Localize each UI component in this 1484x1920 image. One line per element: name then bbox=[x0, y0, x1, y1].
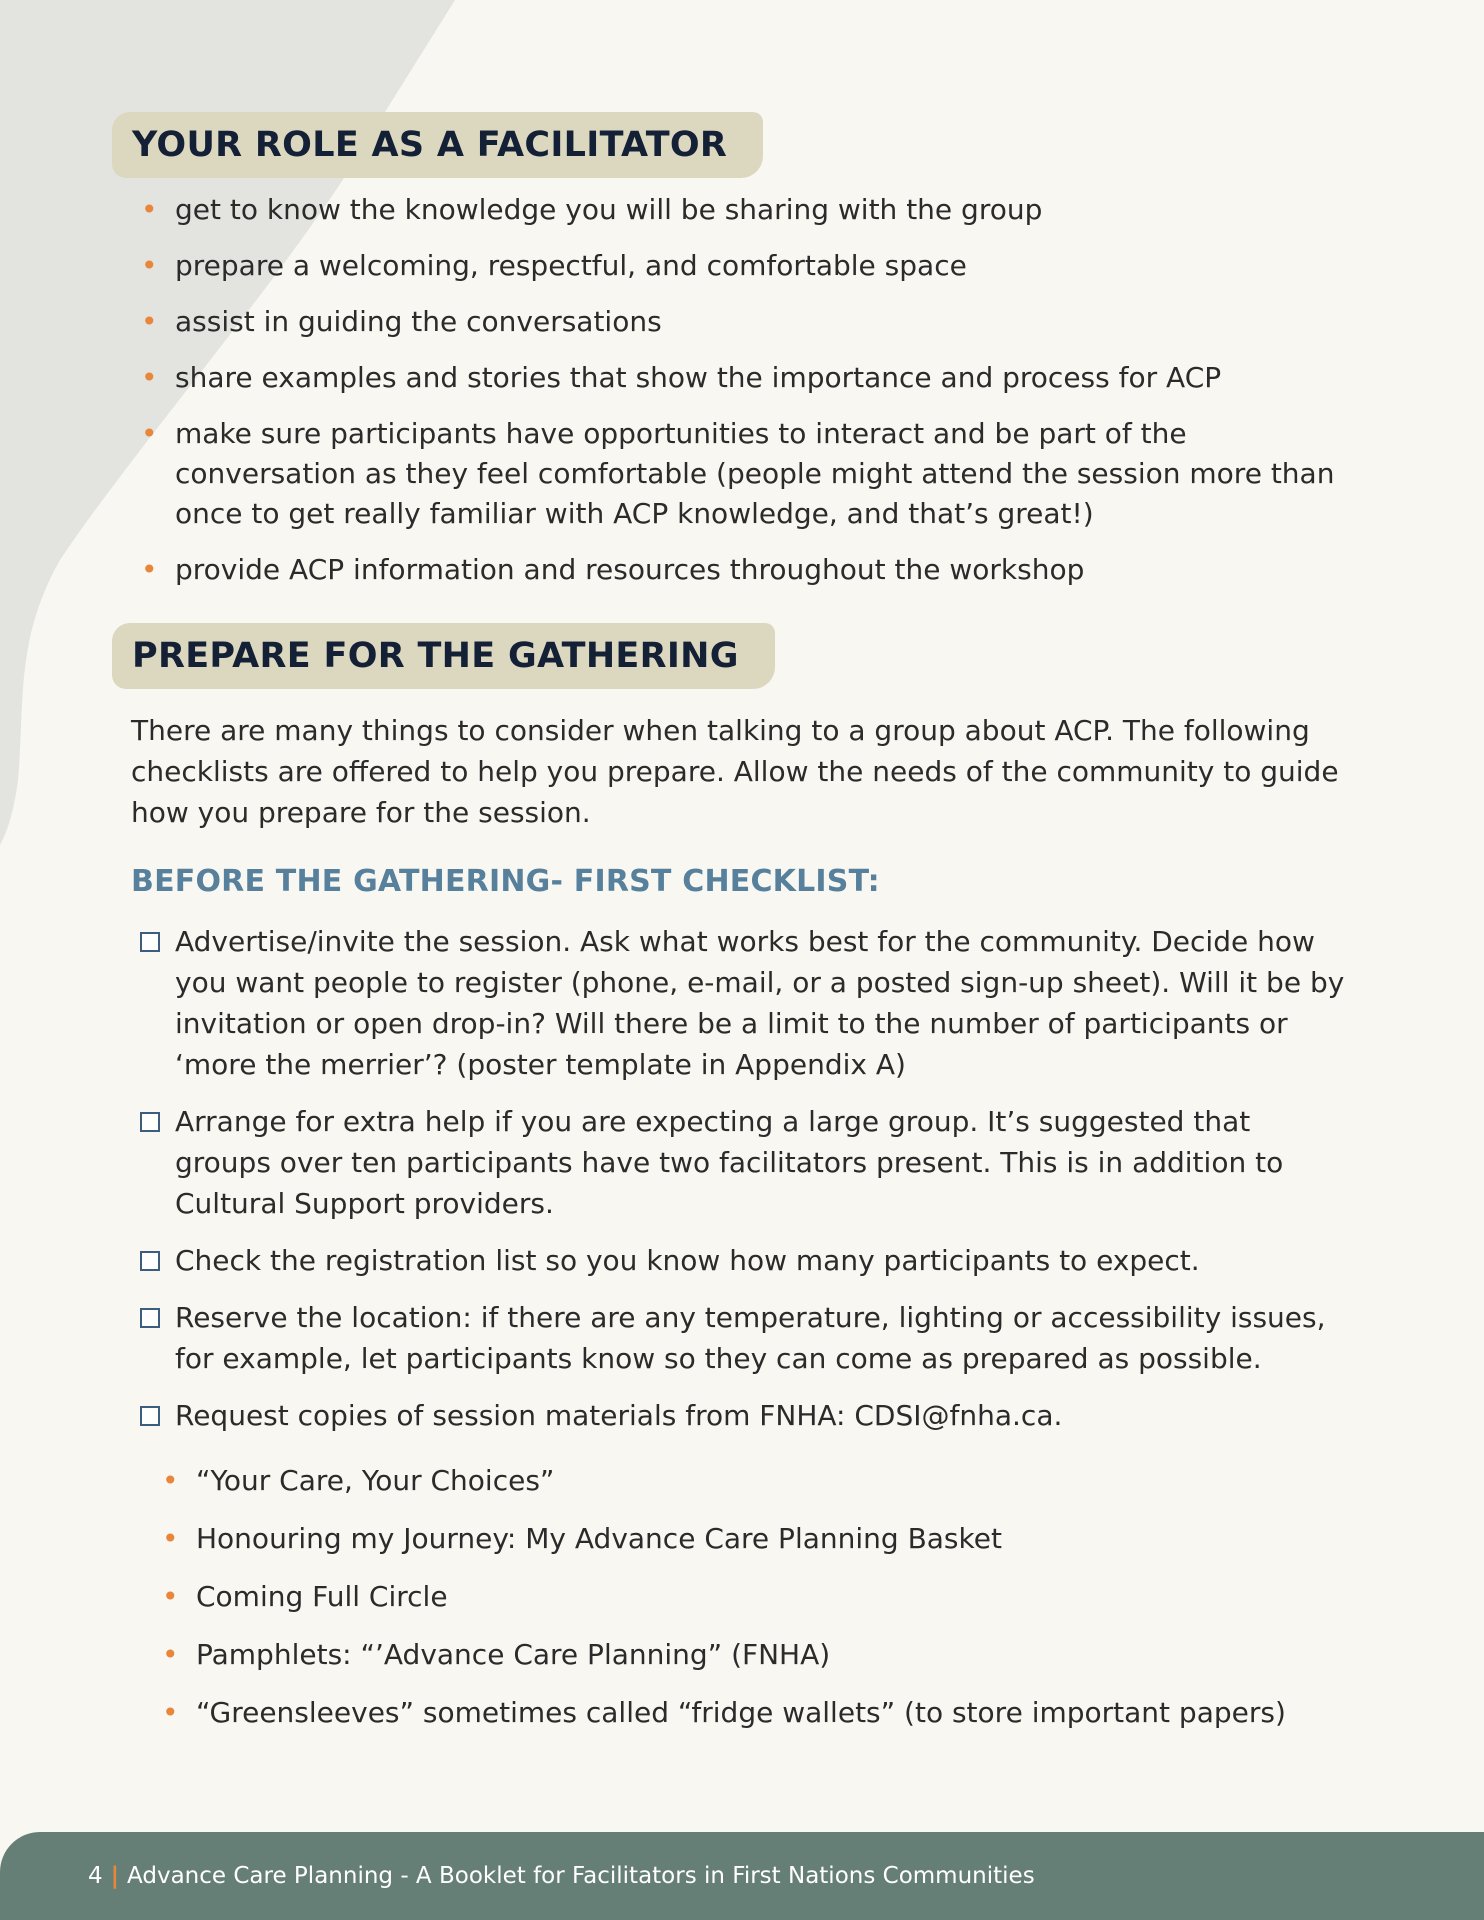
footer-text bbox=[88, 1863, 1035, 1889]
checklist-item bbox=[175, 921, 1355, 1085]
role-item: • share examples and stories that show the importance and process for ACP bbox=[175, 358, 1355, 398]
prepare-heading-band bbox=[112, 623, 775, 689]
role-list bbox=[175, 190, 1355, 590]
material-item: • Honouring my Journey: My Advance Care Planning Basket bbox=[196, 1519, 1346, 1559]
page-number: 4 bbox=[88, 1863, 103, 1889]
checklist-item bbox=[175, 1240, 1355, 1281]
role-item: • make sure participants have opportunities to interact and be part of the conversation as they feel comfortable (people might attend the session more than once to get really familiar with ACP knowledge, and that’s great!) bbox=[175, 414, 1355, 534]
page-footer bbox=[0, 1832, 1484, 1920]
role-heading: YOUR ROLE AS A FACILITATOR bbox=[132, 125, 728, 165]
material-item: • “Your Care, Your Choices” bbox=[196, 1461, 1346, 1501]
checklist-item-text: Arrange for extra help if you are expecting a large group. It’s suggested that groups over ten participants have two facilitators present. This is in addition to Cultural Support providers. bbox=[175, 1105, 1284, 1220]
role-item: • get to know the knowledge you will be sharing with the group bbox=[175, 190, 1355, 230]
checklist-item bbox=[175, 1297, 1355, 1379]
role-item: • assist in guiding the conversations bbox=[175, 302, 1355, 342]
role-item: • provide ACP information and resources throughout the workshop bbox=[175, 550, 1355, 590]
checklist-item-text: Advertise/invite the session. Ask what works best for the community. Decide how you want people to register (phone, e-mail, or a posted sign-up sheet). Will it be by invitation or open drop-in? Will there be a limit to the number of participants or ‘more the merrier’? (poster template in Appendix A) bbox=[175, 925, 1345, 1081]
checkbox[interactable] bbox=[140, 1308, 160, 1328]
checkbox[interactable] bbox=[140, 1112, 160, 1132]
role-item: • prepare a welcoming, respectful, and comfortable space bbox=[175, 246, 1355, 286]
material-item: • “Greensleeves” sometimes called “fridge wallets” (to store important papers) bbox=[196, 1693, 1346, 1733]
checklist-heading: BEFORE THE GATHERING- FIRST CHECKLIST: bbox=[131, 864, 880, 899]
checkbox[interactable] bbox=[140, 1251, 160, 1271]
checklist-item bbox=[175, 1101, 1355, 1224]
role-heading-band bbox=[112, 112, 763, 178]
checkbox[interactable] bbox=[140, 932, 160, 952]
checklist-item-text: Request copies of session materials from FNHA: CDSI@fnha.ca. bbox=[175, 1399, 1063, 1432]
booklet-title: Advance Care Planning - A Booklet for Facilitators in First Nations Communities bbox=[127, 1863, 1035, 1889]
checklist-item bbox=[175, 1395, 1355, 1436]
checklist-item-text: Reserve the location: if there are any temperature, lighting or accessibility issues, for example, let participants know so they can come as prepared as possible. bbox=[175, 1301, 1326, 1375]
footer-separator: | bbox=[110, 1863, 120, 1889]
material-item: • Coming Full Circle bbox=[196, 1577, 1346, 1617]
first-checklist bbox=[175, 921, 1355, 1436]
checklist-item-text: Check the registration list so you know how many participants to expect. bbox=[175, 1244, 1200, 1277]
prepare-intro: There are many things to consider when talking to a group about ACP. The following checklists are offered to help you prepare. Allow the needs of the community to guide how you prepare for the session. bbox=[131, 714, 1339, 829]
checkbox[interactable] bbox=[140, 1406, 160, 1426]
prepare-heading: PREPARE FOR THE GATHERING bbox=[132, 636, 739, 676]
materials-list bbox=[196, 1461, 1346, 1733]
material-item: • Pamphlets: “’Advance Care Planning” (FNHA) bbox=[196, 1635, 1346, 1675]
